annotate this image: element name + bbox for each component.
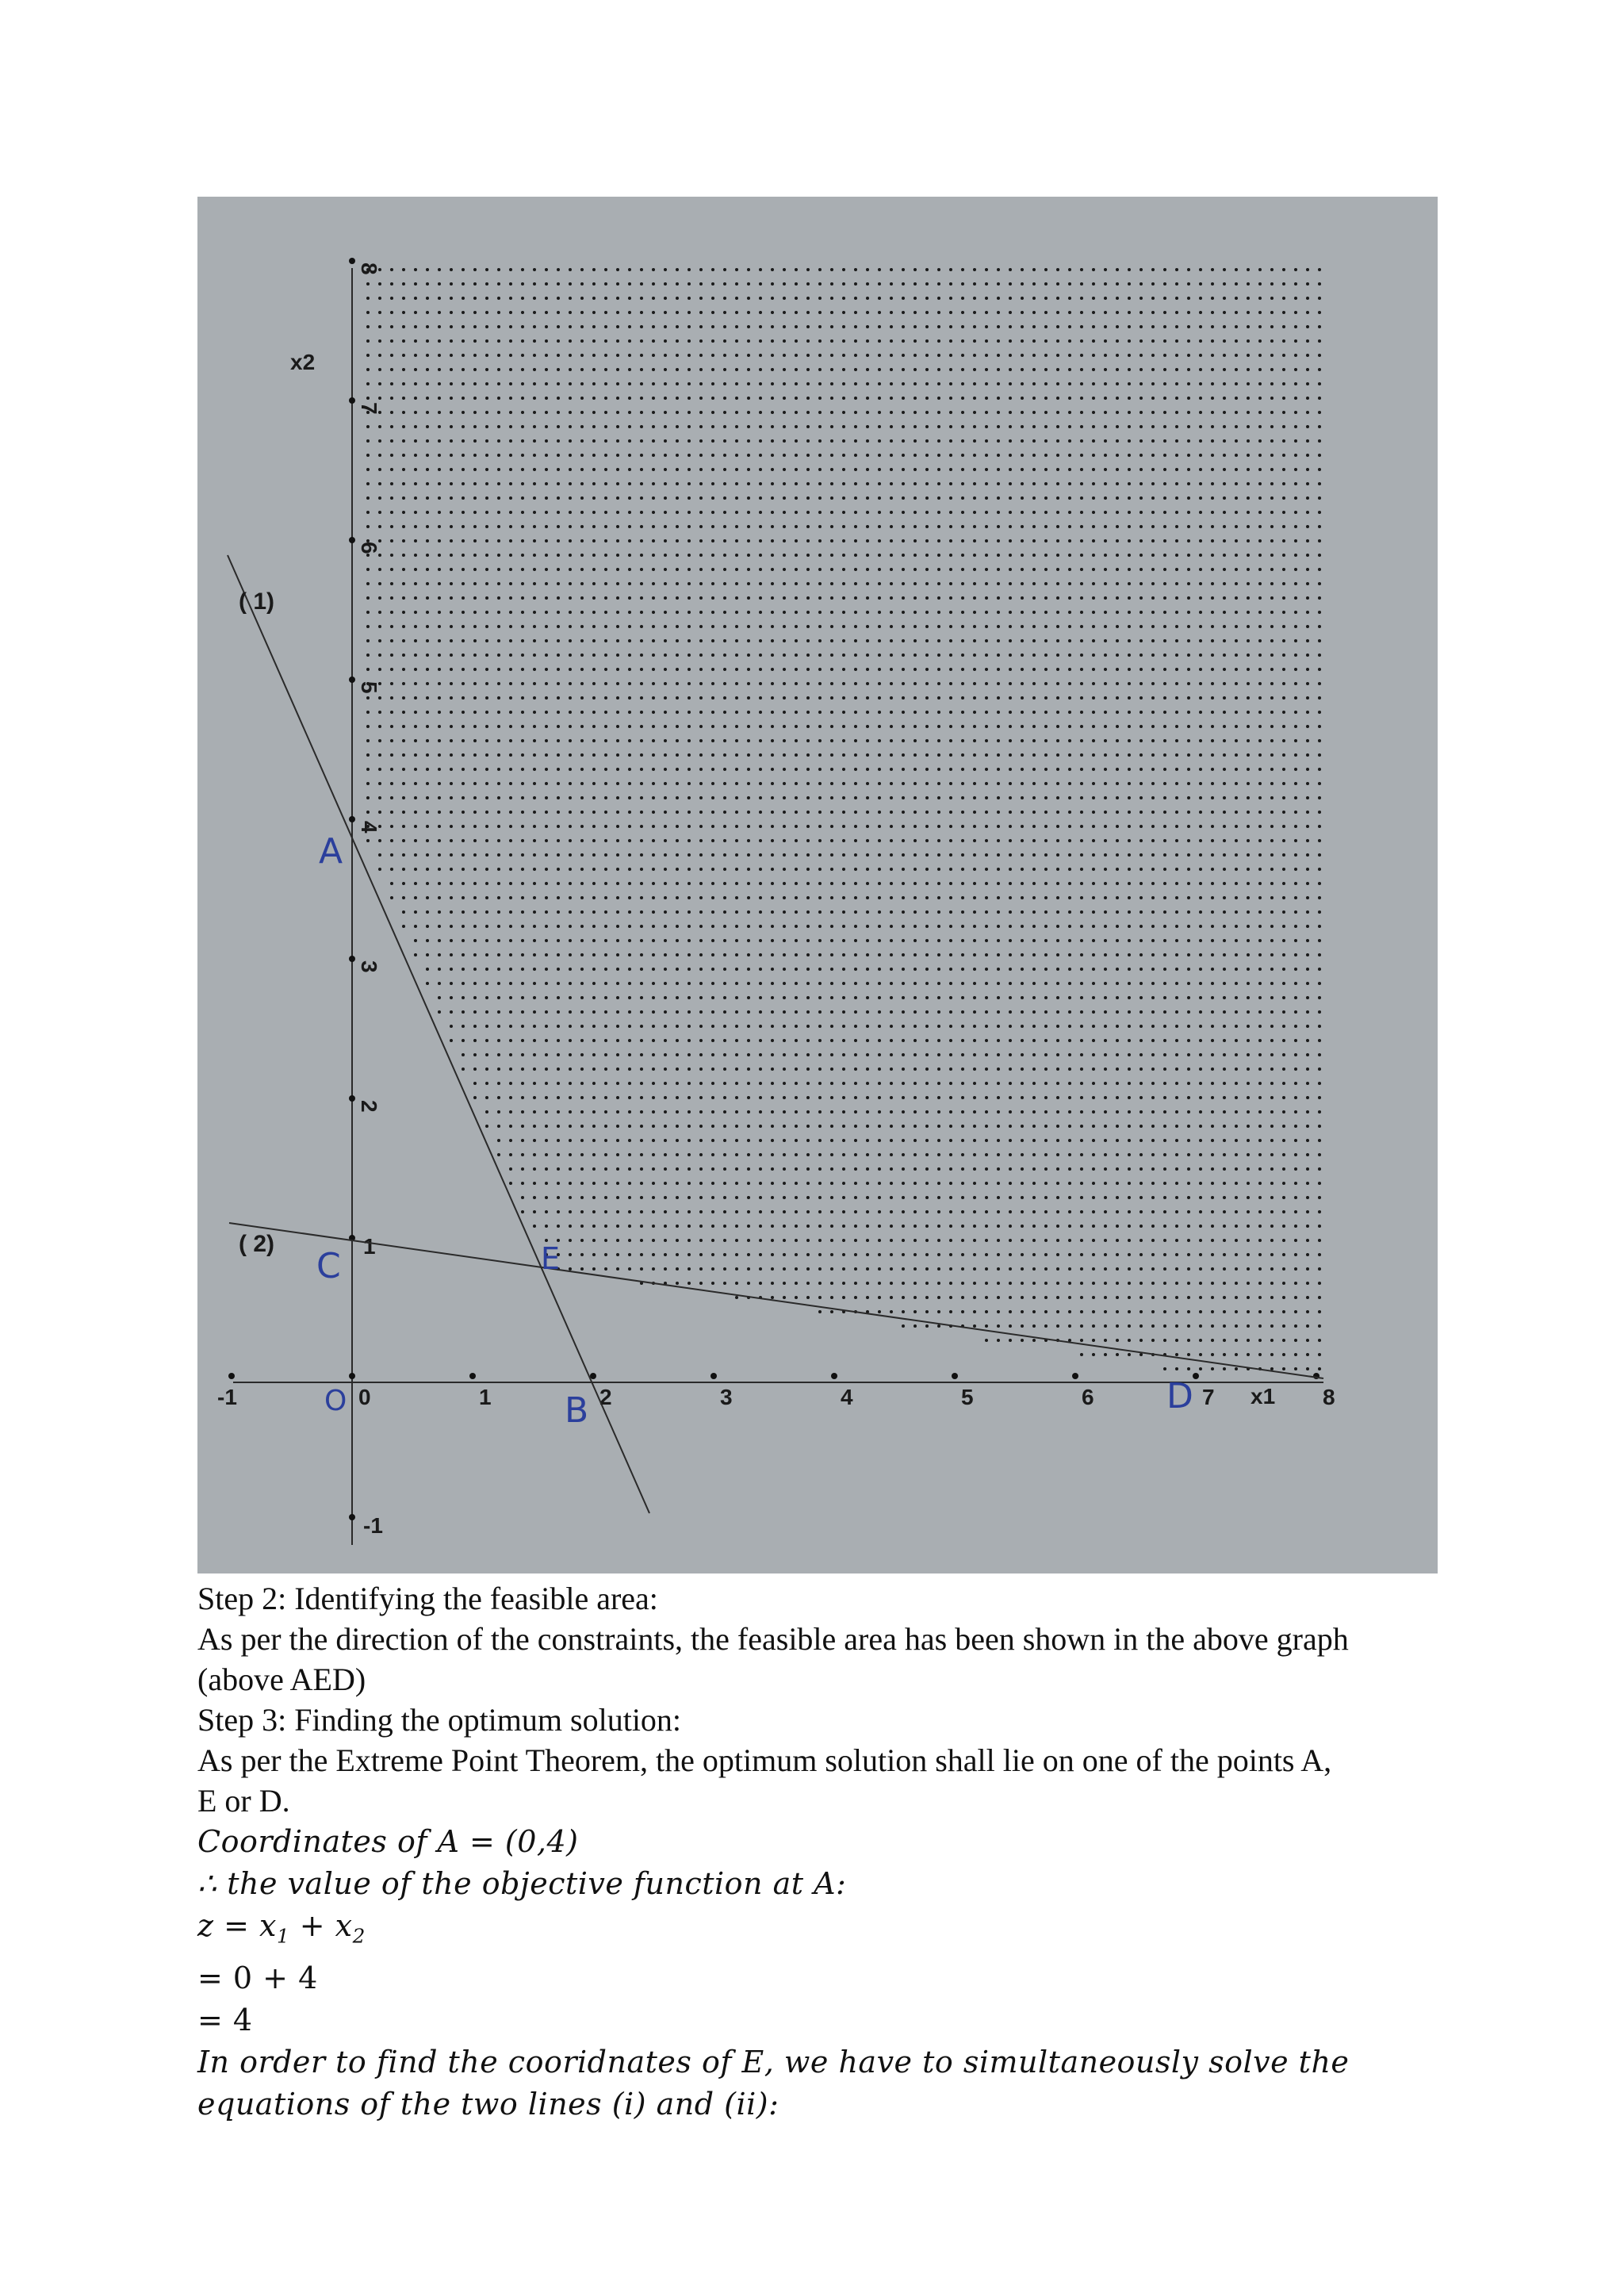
x-tick-label: 1 [479, 1385, 492, 1409]
point-c-label: C [316, 1246, 341, 1286]
find-e-line2: equations of the two lines (i) and (ii): [197, 2086, 779, 2122]
objective-function: $z = x_1 + x_2$ [197, 1908, 366, 1948]
x-tick-mark [1193, 1373, 1199, 1379]
point-e-label: E [541, 1241, 561, 1276]
feasible-region-dots [366, 268, 1321, 1370]
x-tick-label: 2 [599, 1385, 612, 1409]
y-tick-label: -1 [363, 1513, 383, 1538]
y-tick-label: 7 [357, 402, 381, 415]
x-tick-label: 3 [720, 1385, 733, 1409]
x-tick-label: 0 [358, 1385, 371, 1409]
y-tick-label: 4 [357, 821, 381, 834]
x-tick-label: 6 [1082, 1385, 1094, 1409]
x-tick-mark [1072, 1373, 1078, 1379]
constraint-line-2 [229, 1223, 1323, 1378]
y-tick-mark [349, 258, 355, 264]
y-tick-mark [349, 956, 355, 962]
x-tick-label: 4 [841, 1385, 853, 1409]
line-1-label: ( 1) [239, 588, 274, 615]
x-tick-label: 5 [961, 1385, 974, 1409]
objective-result: = 4 [197, 2002, 253, 2037]
step2-body-line2: (above AED) [197, 1662, 366, 1697]
axis-tick-dots [228, 258, 1320, 1520]
x-tick-mark [469, 1373, 476, 1379]
x-tick-mark [349, 1373, 355, 1379]
y-tick-label: 5 [357, 681, 381, 694]
y-tick-mark [349, 677, 355, 683]
step3-body-line1: As per the Extreme Point Theorem, the optimum solution shall lie on one of the points A, [197, 1742, 1332, 1778]
y-tick-mark [349, 816, 355, 822]
x-tick-mark [831, 1373, 837, 1379]
step2-body-line1: As per the direction of the constraints, the feasible area has been shown in the above graph [197, 1621, 1349, 1657]
x-tick-label: 8 [1323, 1385, 1335, 1409]
solution-text [197, 1578, 1442, 2125]
y-tick-label: 3 [357, 960, 381, 973]
x1-axis-label: x1 [1251, 1384, 1276, 1409]
y-tick-mark [349, 537, 355, 543]
y-tick-label: 1 [363, 1234, 376, 1259]
x-tick-mark [228, 1373, 235, 1379]
y-tick-label: 2 [357, 1100, 381, 1113]
point-a-label: A [319, 831, 343, 872]
find-e-line1: In order to find the cooridnates of E, we have to simultaneously solve the [197, 2044, 1350, 2079]
substitution-step: = 0 + 4 [197, 1960, 318, 1995]
point-d-label: D [1166, 1376, 1193, 1416]
point-o-label: O [324, 1385, 347, 1417]
y-tick-label: 8 [357, 263, 381, 275]
x-tick-label: 7 [1202, 1385, 1215, 1409]
x2-axis-label: x2 [290, 350, 316, 374]
step2-heading: Step 2: Identifying the feasible area: [197, 1581, 658, 1616]
y-tick-label: 6 [357, 542, 381, 554]
y-tick-mark [349, 1095, 355, 1102]
y-tick-mark [349, 1514, 355, 1520]
x-tick-mark [710, 1373, 717, 1379]
x-tick-mark [952, 1373, 958, 1379]
point-b-label: B [565, 1390, 589, 1431]
y-tick-mark [349, 397, 355, 404]
x-tick-mark [590, 1373, 596, 1379]
line-2-label: ( 2) [239, 1231, 274, 1257]
coordinates-of-a: Coordinates of A = (0,4) [197, 1824, 579, 1859]
x-tick-label: -1 [217, 1385, 237, 1409]
objective-value-at-a: ∴ the value of the objective function at A: [197, 1866, 847, 1901]
graph-photo [197, 197, 1438, 1573]
step3-heading: Step 3: Finding the optimum solution: [197, 1702, 682, 1738]
feasible-region-graph [197, 197, 1438, 1573]
step3-body-line2: E or D. [197, 1783, 290, 1819]
